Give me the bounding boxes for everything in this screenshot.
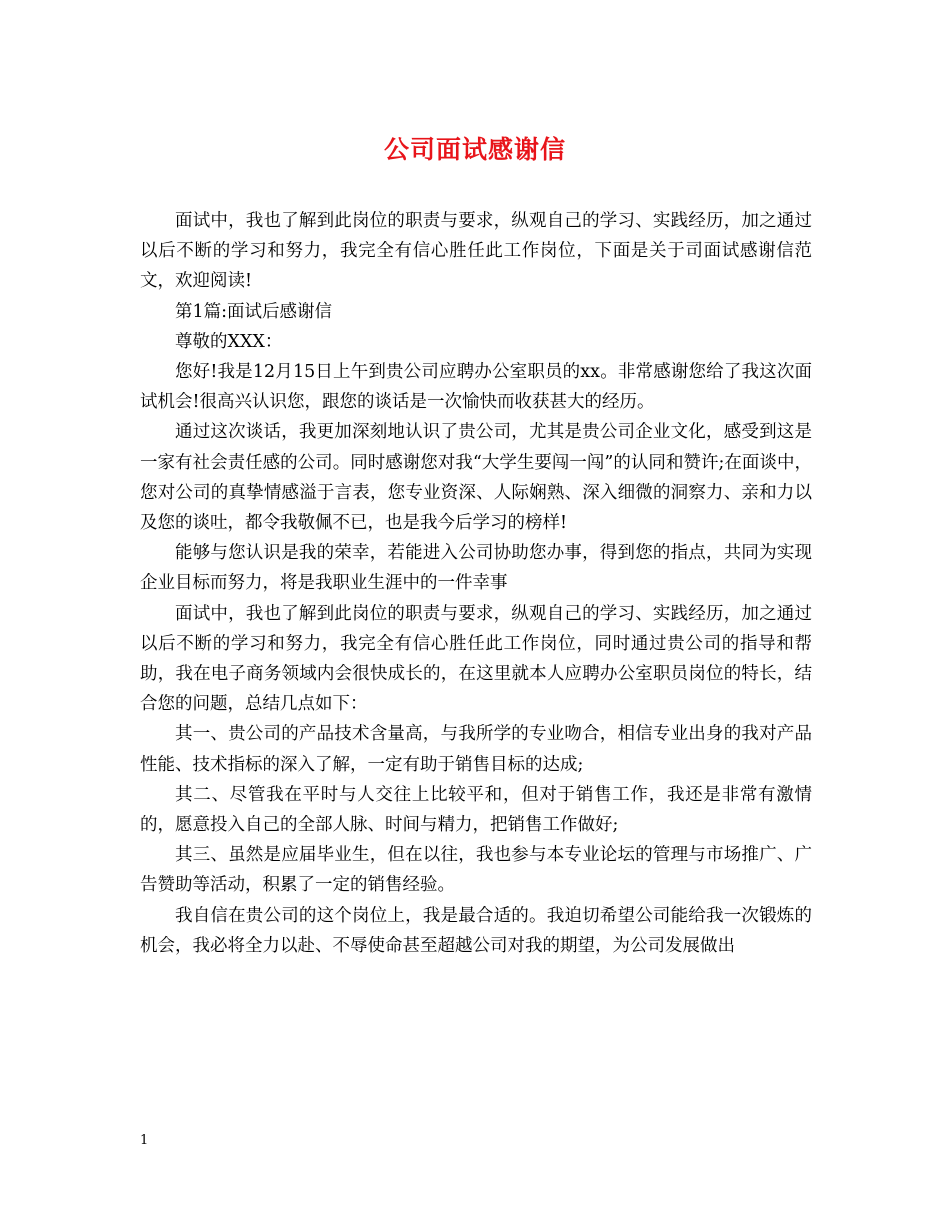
paragraph-point-three: 其三、虽然是应届毕业生，但在以往，我也参与本专业论坛的管理与市场推广、广告赞助等活动，积累了一定的销售经验。 [140, 845, 812, 896]
paragraph-point-two: 其二、尽管我在平时与人交往上比较平和，但对于销售工作，我还是非常有激情的，愿意投入自己的全部人脉、时间与精力，把销售工作做好; [140, 784, 812, 836]
document-body [140, 206, 812, 961]
paragraph-honor: 能够与您认识是我的荣幸，若能进入公司协助您办事，得到您的指点，共同为实现企业目标而努力，将是我职业生涯中的一件幸事 [140, 543, 812, 594]
paragraph-summary: 面试中，我也了解到此岗位的职责与要求，纵观自己的学习、实践经历，加之通过以后不断的学习和努力，我完全有信心胜任此工作岗位，同时通过贵公司的指导和帮助，我在电子商务领域内会很快成长的，在这里就本人应聘办公室职员岗位的特长，结合您的问题，总结几点如下： [140, 603, 812, 715]
paragraph-closing: 我自信在贵公司的这个岗位上，我是最合适的。我迫切希望公司能给我一次锻炼的机会，我必将全力以赴、不辱使命甚至超越公司对我的期望，为公司发展做出 [140, 905, 812, 956]
paragraph-intro: 面试中，我也了解到此岗位的职责与要求，纵观自己的学习、实践经历，加之通过以后不断的学习和努力，我完全有信心胜任此工作岗位，下面是关于司面试感谢信范文，欢迎阅读! [140, 211, 812, 292]
document-title: 公司面试感谢信 [383, 135, 566, 164]
paragraph-salutation: 尊敬的XXX： [175, 331, 283, 352]
paragraph-greeting: 您好!我是12月15日上午到贵公司应聘办公室职员的xx。非常感谢您给了我这次面试机会!很高兴认识您，跟您的谈话是一次愉快而收获甚大的经历。 [140, 362, 812, 413]
paragraph-point-one: 其一、贵公司的产品技术含量高，与我所学的专业吻合，相信专业出身的我对产品性能、技术指标的深入了解，一定有助于销售目标的达成; [140, 724, 812, 775]
paragraph-section-heading: 第1篇:面试后感谢信 [175, 301, 333, 322]
page-number: 1 [140, 1133, 149, 1148]
paragraph-impression: 通过这次谈话，我更加深刻地认识了贵公司，尤其是贵公司企业文化，感受到这是一家有社会责任感的公司。同时感谢您对我“大学生要闯一闯”的认同和赞许;在面谈中，您对公司的真挚情感溢于言表，您专业资深、人际娴熟、深入细微的洞察力、亲和力以及您的谈吐，都令我敬佩不已，也是我今后学习的榜样! [140, 422, 812, 534]
